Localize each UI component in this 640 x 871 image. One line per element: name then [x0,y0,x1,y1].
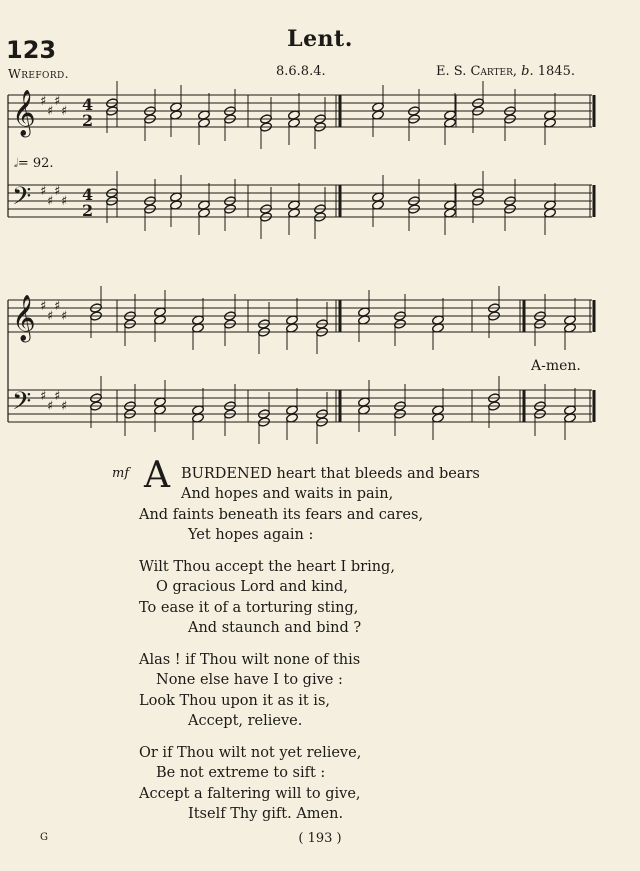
sharp-icon: ♯ [61,309,68,324]
treble-clef-icon: 𝄞 [12,295,36,341]
time-signature-top: 4 [82,95,94,114]
sharp-icon: ♯ [40,94,47,109]
time-signature-bottom: 2 [82,111,94,130]
sharp-icon: ♯ [47,194,54,209]
sharp-icon: ♯ [47,399,54,414]
drop-cap: A [144,455,170,496]
sharp-icon: ♯ [54,299,61,314]
verse-line: Accept a faltering will to give, [139,786,361,802]
composer-name: E. S. Carter, [436,64,518,79]
meter: 8.6.8.4. [276,64,326,79]
verse-line: Or if Thou wilt not yet relieve, [139,745,362,761]
half-note-icon: 𝅗𝅥 [14,156,18,170]
sharp-icon: ♯ [54,389,61,404]
sharp-icon: ♯ [54,94,61,109]
sharp-icon: ♯ [61,104,68,119]
verse-line: And faints beneath its fears and cares, [139,507,424,523]
verse-line: And staunch and bind ? [188,620,362,636]
verse-line: Look Thou upon it as it is, [139,693,330,709]
composer-year: 1845. [537,64,575,79]
page-number: ( 193 ) [298,831,342,846]
bass-clef-icon: 𝄢 [12,182,32,217]
verse-line: O gracious Lord and kind, [156,579,348,595]
amen-label: A-men. [531,358,581,374]
hymn-number: 123 [6,36,57,64]
sharp-icon: ♯ [47,309,54,324]
verse-line: To ease it of a torturing sting, [139,600,359,616]
verse-line: And hopes and waits in pain, [181,486,394,502]
verse-line: Alas ! if Thou wilt none of this [139,652,361,668]
dynamic-marking: mf [112,466,130,481]
sharp-icon: ♯ [61,399,68,414]
signature-mark: G [40,832,48,843]
verse-line: Accept, relieve. [188,713,303,729]
verse-line: Wilt Thou accept the heart I bring, [139,559,395,575]
tempo-value: = 92. [17,156,54,171]
time-signature-top: 4 [82,185,94,204]
sharp-icon: ♯ [47,104,54,119]
tempo-marking [14,156,54,171]
sharp-icon: ♯ [40,184,47,199]
born-abbr: b. [521,64,534,79]
verse-line: Yet hopes again : [188,527,314,543]
sharp-icon: ♯ [40,299,47,314]
verse-line: None else have I to give : [156,672,343,688]
verse-line: BURDENED heart that bleeds and bears [181,466,480,482]
tune-name: Wreford. [8,66,69,81]
verse-line: Itself Thy gift. Amen. [188,806,344,822]
verse-line: Be not extreme to sift : [156,765,326,781]
bass-clef-icon: 𝄢 [12,387,32,422]
sharp-icon: ♯ [40,389,47,404]
sharp-icon: ♯ [54,184,61,199]
treble-clef-icon: 𝄞 [12,90,36,136]
sharp-icon: ♯ [61,194,68,209]
page-title: Lent. [287,26,353,52]
time-signature-bottom: 2 [82,201,94,220]
